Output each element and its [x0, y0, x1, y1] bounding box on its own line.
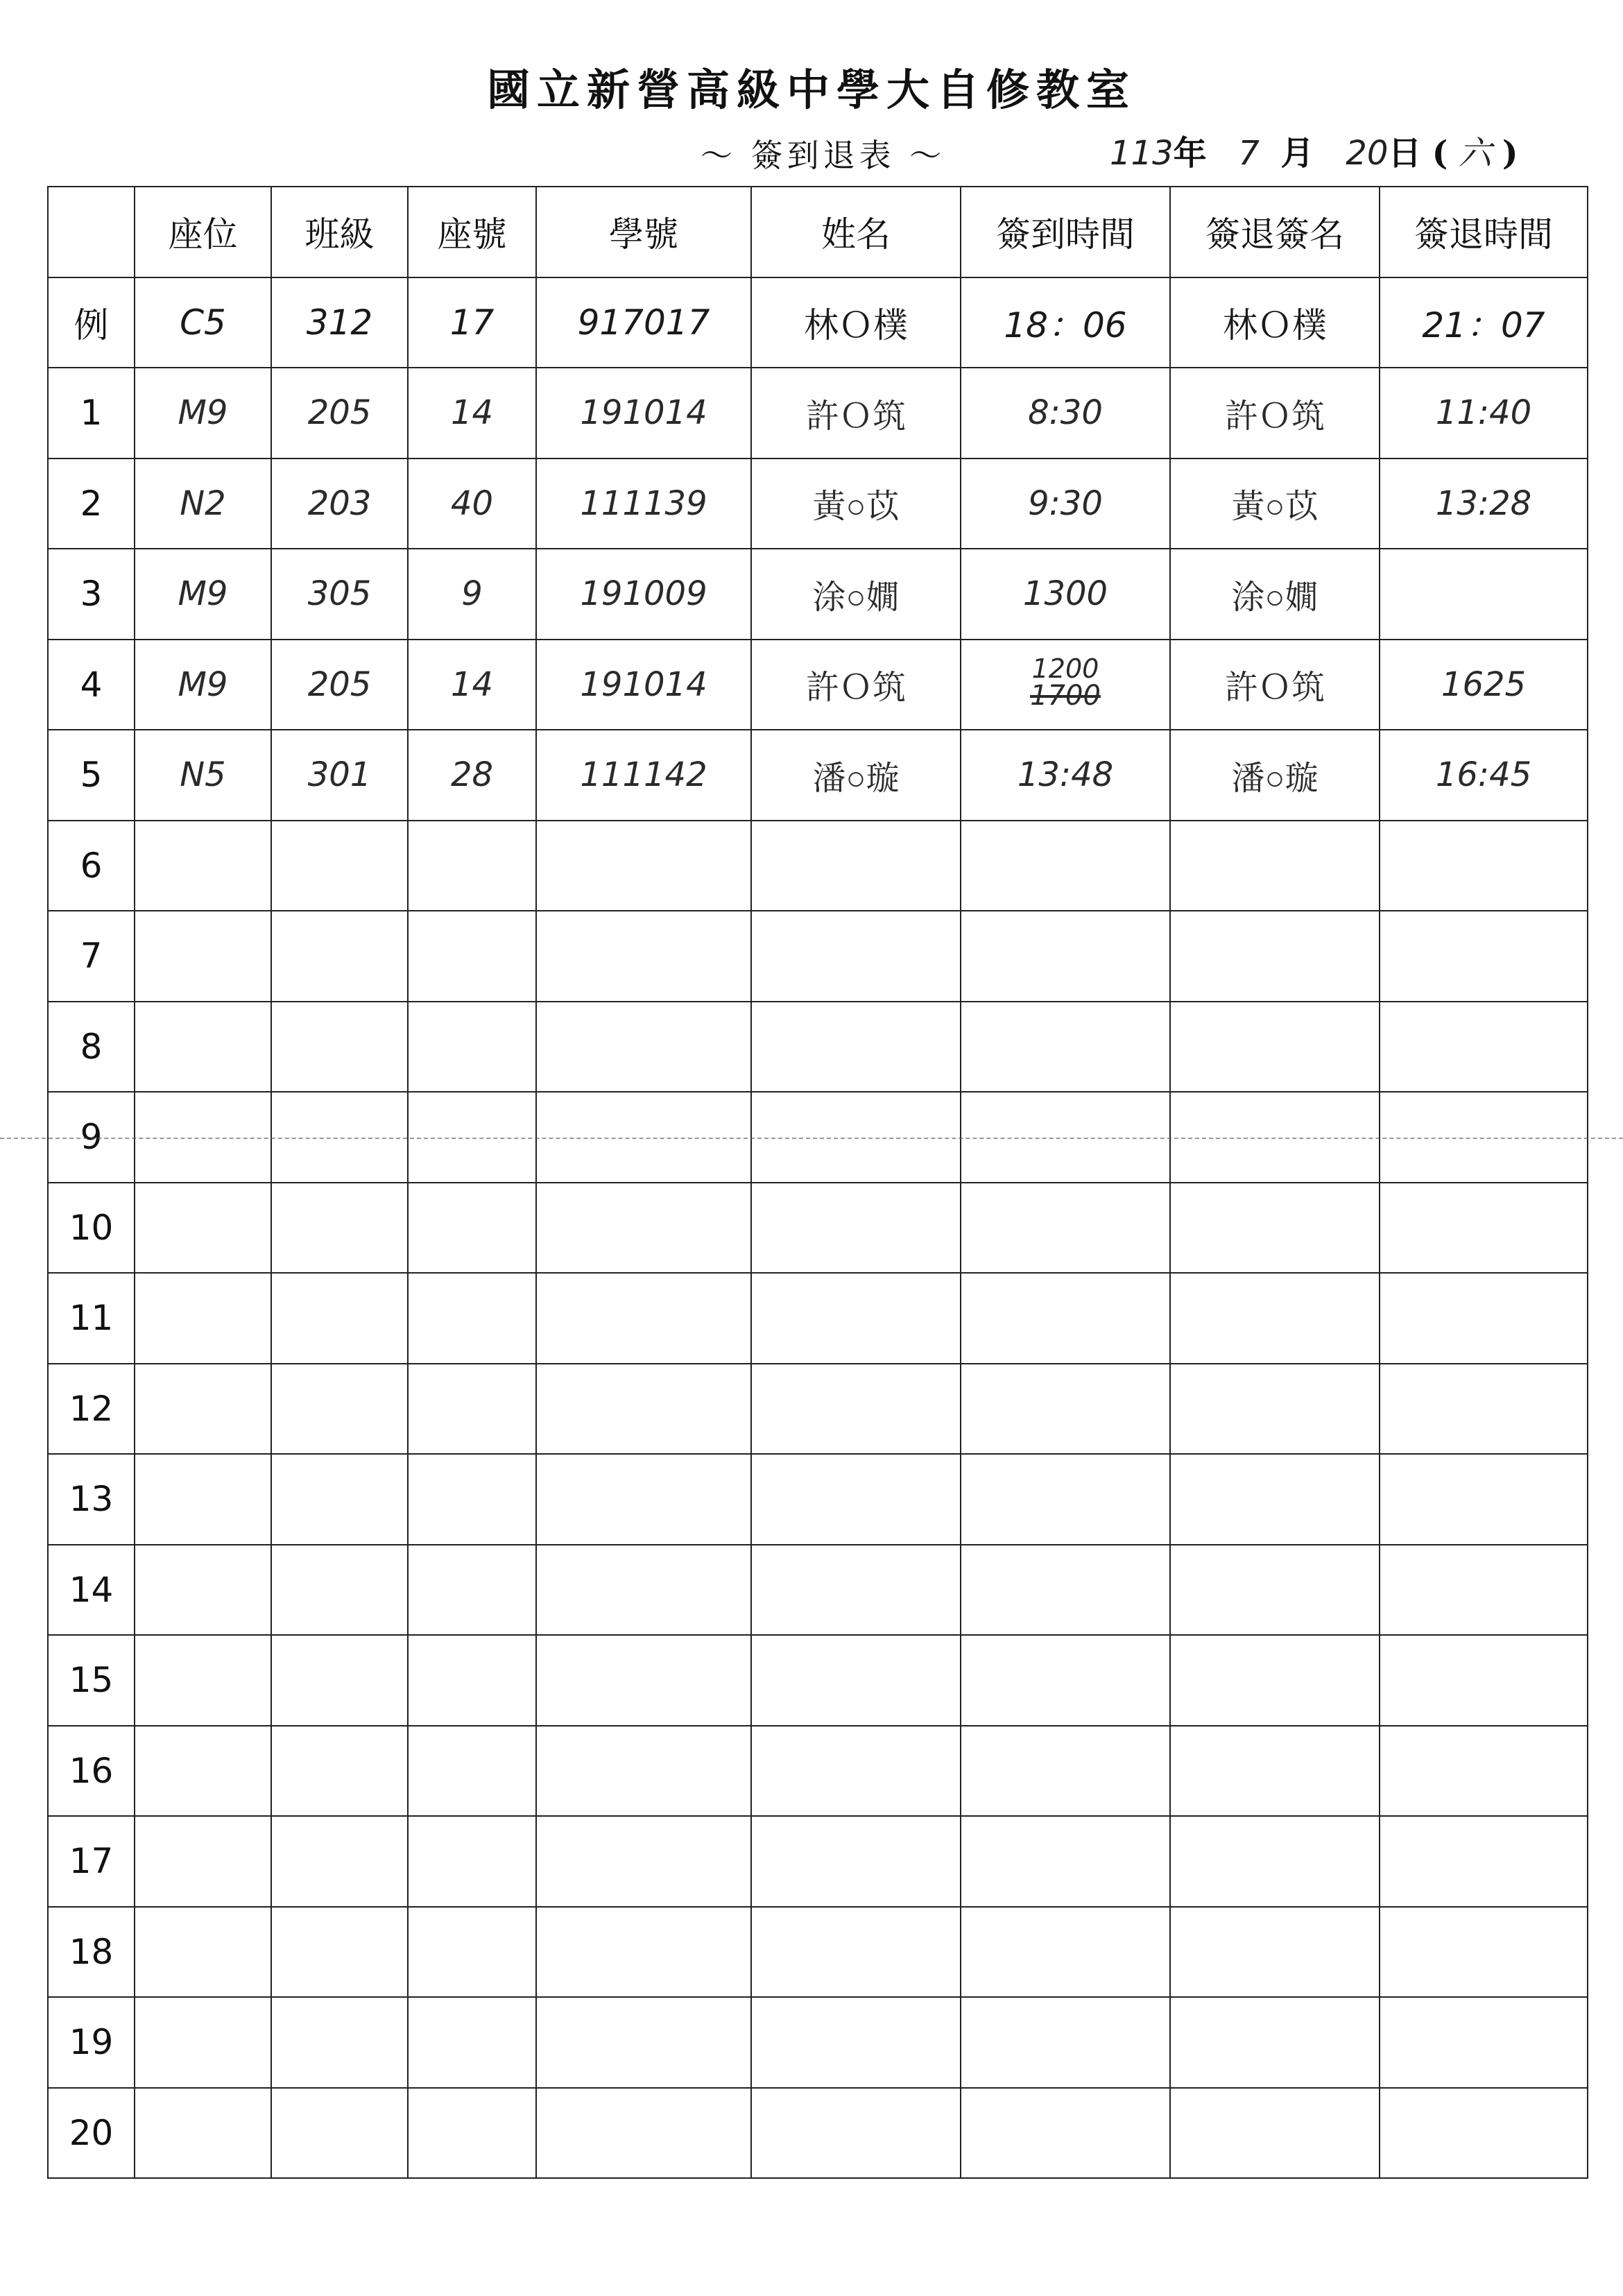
- student-id-cell: [536, 1273, 751, 1364]
- table-row: [48, 1545, 1588, 1636]
- table-row: [48, 1273, 1588, 1364]
- checkout-cell: [1380, 1364, 1588, 1455]
- row-number: 4: [48, 640, 135, 730]
- checkin-cell: [961, 1364, 1170, 1455]
- seat-number-cell: [408, 911, 536, 1002]
- name-cell: 黃○苡: [751, 459, 961, 549]
- signout-name-cell: [1170, 1364, 1380, 1455]
- table-row: [48, 1364, 1588, 1455]
- name-cell: [751, 1635, 961, 1726]
- signout-name-cell: [1170, 1907, 1380, 1998]
- seat-cell: M9: [135, 368, 271, 459]
- seat-number-cell: [408, 821, 536, 911]
- checkin-cell: 13:48: [961, 730, 1170, 821]
- name-cell: [751, 1454, 961, 1545]
- student-id-cell: [536, 821, 751, 911]
- row-number: 11: [48, 1273, 135, 1364]
- signout-name-cell: 潘○璇: [1170, 730, 1380, 821]
- checkout-cell: [1380, 1273, 1588, 1364]
- student-id-cell: [536, 1907, 751, 1998]
- date-weekday-open: (: [1432, 134, 1448, 173]
- signout-name-cell: [1170, 1183, 1380, 1274]
- signout-name-cell: [1170, 911, 1380, 1002]
- table-header-row: [48, 187, 1588, 277]
- checkout-cell: 11:40: [1380, 368, 1588, 459]
- student-id-cell: [536, 1364, 751, 1455]
- example-row: [48, 277, 1588, 368]
- class-cell: 203: [271, 459, 408, 549]
- class-cell: 205: [271, 368, 408, 459]
- seat-cell: [135, 1635, 271, 1726]
- checkout-cell: [1380, 821, 1588, 911]
- example-class: 312: [271, 277, 408, 368]
- row-number: 3: [48, 549, 135, 640]
- signout-name-cell: [1170, 1545, 1380, 1636]
- header-checkin-time: 簽到時間: [961, 187, 1170, 277]
- class-cell: [271, 1183, 408, 1274]
- corrected-time: [1030, 653, 1101, 712]
- checkin-cell: [961, 2088, 1170, 2179]
- signout-name-cell: [1170, 1002, 1380, 1093]
- table-row: [48, 911, 1588, 1002]
- seat-cell: [135, 1907, 271, 1998]
- checkin-cell: [961, 1183, 1170, 1274]
- signout-name-cell: 許Ｏ筑: [1170, 640, 1380, 730]
- class-cell: [271, 911, 408, 1002]
- header-name: 姓名: [751, 187, 961, 277]
- seat-number-cell: 9: [408, 549, 536, 640]
- seat-cell: N2: [135, 459, 271, 549]
- table-row: [48, 1816, 1588, 1907]
- example-signout-name: 林Ｏ樸: [1170, 277, 1380, 368]
- student-id-cell: [536, 1635, 751, 1726]
- student-id-cell: [536, 1997, 751, 2088]
- student-id-cell: [536, 1183, 751, 1274]
- date-day: 20: [1346, 134, 1389, 173]
- checkin-cell: 8:30: [961, 368, 1170, 459]
- seat-cell: [135, 1454, 271, 1545]
- class-cell: [271, 821, 408, 911]
- signout-name-cell: [1170, 1635, 1380, 1726]
- table-row: [48, 549, 1588, 640]
- row-number: 18: [48, 1907, 135, 1998]
- checkout-cell: [1380, 1454, 1588, 1545]
- class-cell: [271, 1273, 408, 1364]
- name-cell: [751, 1726, 961, 1817]
- student-id-cell: 111142: [536, 730, 751, 821]
- class-cell: 205: [271, 640, 408, 730]
- student-id-cell: [536, 2088, 751, 2179]
- student-id-cell: 191014: [536, 368, 751, 459]
- seat-number-cell: [408, 1273, 536, 1364]
- seat-number-cell: [408, 1726, 536, 1817]
- name-cell: 許Ｏ筑: [751, 640, 961, 730]
- row-number: 13: [48, 1454, 135, 1545]
- seat-cell: [135, 1726, 271, 1817]
- seat-cell: [135, 1997, 271, 2088]
- header-corner: [48, 187, 135, 277]
- class-cell: 301: [271, 730, 408, 821]
- seat-cell: [135, 911, 271, 1002]
- table-row: [48, 1997, 1588, 2088]
- signout-name-cell: [1170, 1997, 1380, 2088]
- checkin-cell: [961, 911, 1170, 1002]
- class-cell: [271, 1364, 408, 1455]
- seat-cell: [135, 1545, 271, 1636]
- row-number: 14: [48, 1545, 135, 1636]
- row-number: 6: [48, 821, 135, 911]
- signout-name-cell: [1170, 1816, 1380, 1907]
- signout-name-cell: 黃○苡: [1170, 459, 1380, 549]
- row-number: 20: [48, 2088, 135, 2179]
- row-number: 5: [48, 730, 135, 821]
- class-cell: [271, 1816, 408, 1907]
- page-title: 國立新營高級中學大自修教室: [486, 65, 1136, 115]
- checkout-cell: [1380, 1726, 1588, 1817]
- checkin-cell: [961, 1273, 1170, 1364]
- table-row: [48, 459, 1588, 549]
- seat-cell: [135, 1364, 271, 1455]
- date-weekday: 六: [1458, 134, 1492, 173]
- seat-number-cell: [408, 1997, 536, 2088]
- signout-name-cell: [1170, 821, 1380, 911]
- seat-cell: [135, 1002, 271, 1093]
- name-cell: [751, 1907, 961, 1998]
- name-cell: [751, 1545, 961, 1636]
- signout-name-cell: [1170, 1726, 1380, 1817]
- checkin-cell: [961, 1454, 1170, 1545]
- seat-cell: [135, 1816, 271, 1907]
- checkout-cell: 1625: [1380, 640, 1588, 730]
- student-id-cell: 111139: [536, 459, 751, 549]
- student-id-cell: [536, 1002, 751, 1093]
- example-name: 林Ｏ樸: [751, 277, 961, 368]
- row-number: 10: [48, 1183, 135, 1274]
- row-number: 16: [48, 1726, 135, 1817]
- class-cell: [271, 1907, 408, 1998]
- date-year: 113: [1110, 134, 1174, 173]
- seat-number-cell: [408, 1907, 536, 1998]
- name-cell: 許Ｏ筑: [751, 368, 961, 459]
- class-cell: [271, 1002, 408, 1093]
- checkin-cell: 9:30: [961, 459, 1170, 549]
- name-cell: [751, 1816, 961, 1907]
- name-cell: [751, 1997, 961, 2088]
- name-cell: [751, 821, 961, 911]
- class-cell: 305: [271, 549, 408, 640]
- page-subtitle: ～ 簽到退表 ～: [701, 137, 946, 174]
- seat-cell: [135, 821, 271, 911]
- checkout-cell: [1380, 549, 1588, 640]
- checkout-cell: [1380, 1816, 1588, 1907]
- row-number: 9: [48, 1092, 135, 1183]
- example-student-id: 917017: [536, 277, 751, 368]
- name-cell: [751, 911, 961, 1002]
- seat-number-cell: [408, 1635, 536, 1726]
- header-seat: 座位: [135, 187, 271, 277]
- name-cell: [751, 2088, 961, 2179]
- table-row: [48, 640, 1588, 730]
- student-id-cell: [536, 1454, 751, 1545]
- date-line: [1110, 126, 1518, 174]
- date-month-label: 月: [1280, 134, 1314, 173]
- row-number: 12: [48, 1364, 135, 1455]
- date-year-label: 年: [1173, 134, 1207, 173]
- header-student-id: 學號: [536, 187, 751, 277]
- row-number: 1: [48, 368, 135, 459]
- row-number: 19: [48, 1997, 135, 2088]
- checkin-cell: [961, 1907, 1170, 1998]
- seat-cell: M9: [135, 640, 271, 730]
- row-number: 7: [48, 911, 135, 1002]
- sign-in-table: [47, 186, 1588, 2179]
- date-month: 7: [1238, 134, 1260, 173]
- date-day-label: 日: [1388, 134, 1422, 173]
- name-cell: [751, 1273, 961, 1364]
- example-seat: C5: [135, 277, 271, 368]
- checkout-cell: [1380, 2088, 1588, 2179]
- seat-number-cell: 40: [408, 459, 536, 549]
- example-checkin: 18：06: [961, 277, 1170, 368]
- seat-number-cell: 28: [408, 730, 536, 821]
- checkin-cell: [961, 1816, 1170, 1907]
- student-id-cell: 191014: [536, 640, 751, 730]
- seat-number-cell: 14: [408, 368, 536, 459]
- signout-name-cell: [1170, 1454, 1380, 1545]
- seat-number-cell: [408, 1002, 536, 1093]
- date-weekday-close: ): [1502, 134, 1518, 173]
- seat-cell: [135, 1273, 271, 1364]
- table-row: [48, 1726, 1588, 1817]
- seat-number-cell: [408, 2088, 536, 2179]
- example-number: 17: [408, 277, 536, 368]
- name-cell: [751, 1364, 961, 1455]
- checkout-cell: [1380, 911, 1588, 1002]
- corrected-time-new: 1200: [1031, 653, 1099, 685]
- table-row: [48, 821, 1588, 911]
- seat-number-cell: 14: [408, 640, 536, 730]
- checkin-cell: 1300: [961, 549, 1170, 640]
- example-checkout: 21：07: [1380, 277, 1588, 368]
- header-seat-number: 座號: [408, 187, 536, 277]
- checkin-cell: [961, 1635, 1170, 1726]
- table-row: [48, 1635, 1588, 1726]
- name-cell: [751, 1183, 961, 1274]
- seat-number-cell: [408, 1454, 536, 1545]
- class-cell: [271, 1635, 408, 1726]
- signout-name-cell: 涂○嫺: [1170, 549, 1380, 640]
- checkin-cell: [961, 821, 1170, 911]
- row-number: 15: [48, 1635, 135, 1726]
- student-id-cell: [536, 1816, 751, 1907]
- checkout-cell: 13:28: [1380, 459, 1588, 549]
- checkout-cell: [1380, 1635, 1588, 1726]
- class-cell: [271, 1545, 408, 1636]
- header-class: 班級: [271, 187, 408, 277]
- class-cell: [271, 1997, 408, 2088]
- name-cell: 潘○璇: [751, 730, 961, 821]
- example-label: 例: [48, 277, 135, 368]
- seat-cell: M9: [135, 549, 271, 640]
- signout-name-cell: 許Ｏ筑: [1170, 368, 1380, 459]
- table-row: [48, 1907, 1588, 1998]
- seat-number-cell: [408, 1183, 536, 1274]
- checkout-cell: [1380, 1002, 1588, 1093]
- checkout-cell: [1380, 1907, 1588, 1998]
- checkin-cell: [961, 640, 1170, 730]
- seat-cell: [135, 1183, 271, 1274]
- table-row: [48, 730, 1588, 821]
- student-id-cell: [536, 1545, 751, 1636]
- table-row: [48, 1002, 1588, 1093]
- table-row: [48, 1454, 1588, 1545]
- scan-dashed-line: [0, 1138, 1623, 1139]
- header-checkout-time: 簽退時間: [1380, 187, 1588, 277]
- class-cell: [271, 1726, 408, 1817]
- seat-number-cell: [408, 1816, 536, 1907]
- table-row: [48, 368, 1588, 459]
- corrected-time-struck: 1700: [1030, 680, 1101, 712]
- table-row: [48, 2088, 1588, 2179]
- checkout-cell: [1380, 1545, 1588, 1636]
- row-number: 8: [48, 1002, 135, 1093]
- name-cell: 涂○嫺: [751, 549, 961, 640]
- student-id-cell: [536, 911, 751, 1002]
- checkin-cell: [961, 1002, 1170, 1093]
- table-row: [48, 1183, 1588, 1274]
- row-number: 2: [48, 459, 135, 549]
- signout-name-cell: [1170, 1273, 1380, 1364]
- student-id-cell: 191009: [536, 549, 751, 640]
- class-cell: [271, 1454, 408, 1545]
- class-cell: [271, 2088, 408, 2179]
- signout-name-cell: [1170, 2088, 1380, 2179]
- seat-cell: [135, 2088, 271, 2179]
- name-cell: [751, 1002, 961, 1093]
- header-signout-signature: 簽退簽名: [1170, 187, 1380, 277]
- seat-cell: N5: [135, 730, 271, 821]
- checkin-cell: [961, 1726, 1170, 1817]
- checkout-cell: 16:45: [1380, 730, 1588, 821]
- row-number: 17: [48, 1816, 135, 1907]
- student-id-cell: [536, 1726, 751, 1817]
- checkin-cell: [961, 1545, 1170, 1636]
- checkout-cell: [1380, 1997, 1588, 2088]
- checkin-cell: [961, 1997, 1170, 2088]
- seat-number-cell: [408, 1545, 536, 1636]
- seat-number-cell: [408, 1364, 536, 1455]
- checkout-cell: [1380, 1183, 1588, 1274]
